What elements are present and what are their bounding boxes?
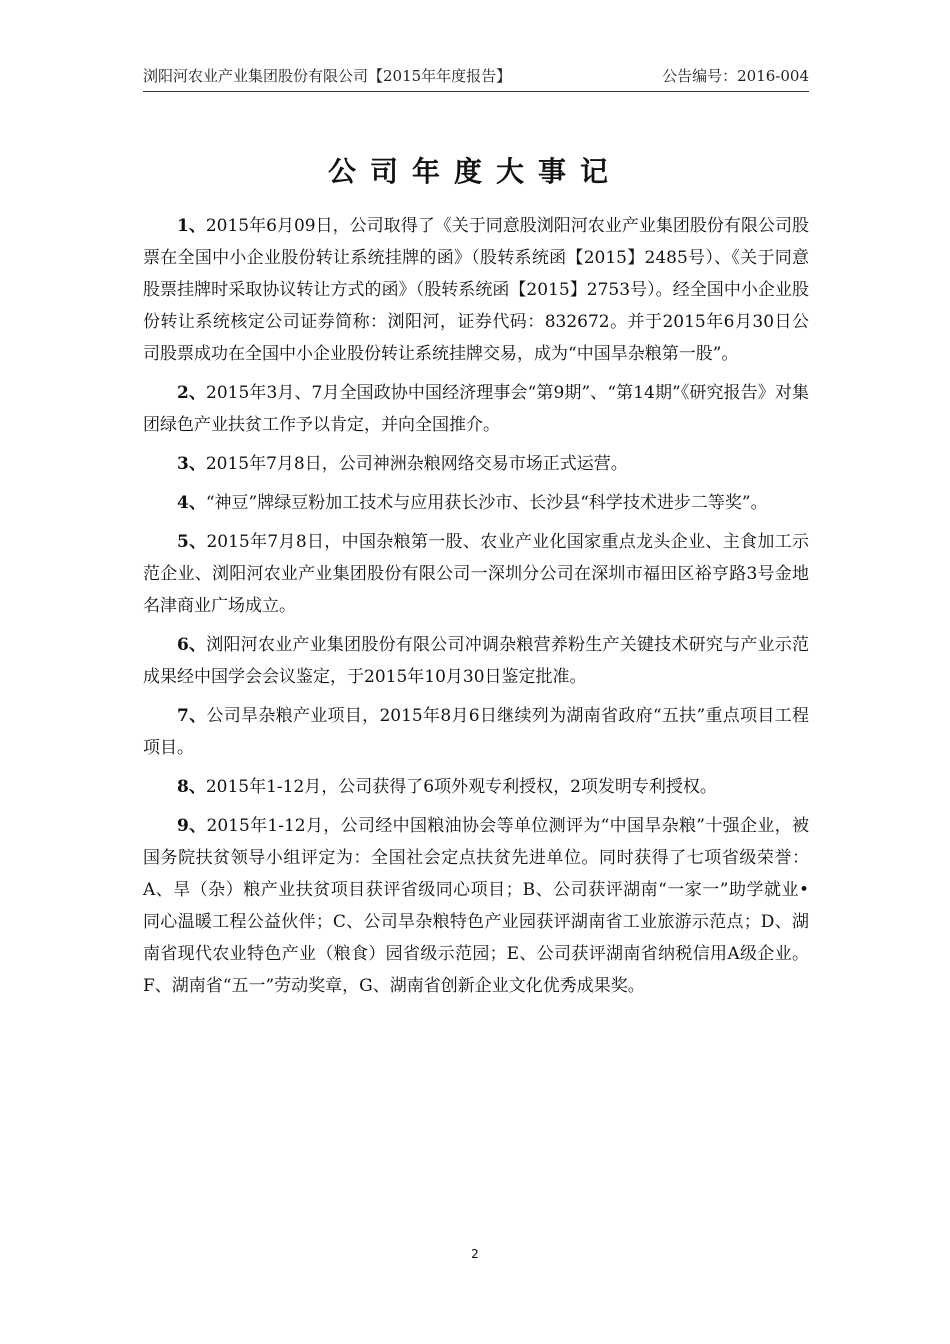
event-text: 浏阳河农业产业集团股份有限公司冲调杂粮营养粉生产关键技术研究与产业示范成果经中国学会会议鉴定，于2015年10月30日鉴定批准。	[143, 635, 809, 687]
event-text: 2015年3月、7月全国政协中国经济理事会“第9期”、“第14期”《研究报告》对集团绿色产业扶贫工作予以肯定，并向全国推介。	[143, 383, 809, 435]
event-number: 6、	[177, 635, 207, 655]
event-text: 2015年7月8日，公司神洲杂粮网络交易市场正式运营。	[205, 454, 628, 474]
event-item	[143, 377, 809, 441]
event-number: 4、	[177, 493, 206, 513]
event-item	[143, 810, 809, 1002]
header-report-title: 浏阳河农业产业集团股份有限公司【2015年年度报告】	[143, 67, 512, 85]
event-number: 7、	[177, 706, 207, 726]
event-item	[143, 448, 809, 480]
event-item	[143, 771, 809, 803]
event-text: 公司旱杂粮产业项目，2015年8月6日继续列为湖南省政府“五扶”重点项目工程项目。	[143, 706, 809, 758]
page-header	[143, 66, 809, 92]
event-text: 2015年7月8日，中国杂粮第一股、农业产业化国家重点龙头企业、主食加工示范企业、浏阳河农业产业集团股份有限公司一深圳分公司在深圳市福田区裕亨路3号金地名津商业广场成立。	[143, 532, 809, 616]
event-item	[143, 526, 809, 622]
event-text: 2015年1-12月，公司经中国粮油协会等单位测评为“中国旱杂粮”十强企业，被国务院扶贫领导小组评定为：全国社会定点扶贫先进单位。同时获得了七项省级荣誉：A、旱（杂）粮产业扶贫项目获评省级同心项目；B、公司获评湖南“一家一”助学就业• 同心温暖工程公益伙伴；C、公司旱杂粮特色产业园获评湖南省工业旅游示范点；D、湖南省现代农业特色产业（粮食）园省级示范园；E、公司获评湖南省纳税信用A级企业。F、湖南省“五一”劳动奖章，G、湖南省创新企业文化优秀成果奖。	[143, 816, 809, 996]
header-announcement-number: 公告编号：2016-004	[662, 67, 809, 85]
event-number: 2、	[177, 383, 207, 403]
page-number: 2	[471, 1247, 479, 1261]
event-text: “神豆”牌绿豆粉加工技术与应用获长沙市、长沙县“科学技术进步二等奖”。	[205, 493, 768, 513]
event-item	[143, 700, 809, 764]
event-text: 2015年1-12月，公司获得了6项外观专利授权，2项发明专利授权。	[205, 777, 717, 797]
event-item	[143, 210, 809, 370]
page-title: 公司年度大事记	[327, 155, 622, 188]
event-number: 1、	[177, 216, 206, 236]
events-list	[143, 210, 809, 1009]
event-number: 3、	[177, 454, 206, 474]
event-number: 5、	[177, 532, 207, 552]
event-text: 2015年6月09日，公司取得了《关于同意股浏阳河农业产业集团股份有限公司股票在全国中小企业股份转让系统挂牌的函》（股转系统函【2015】2485号）、《关于同意股票挂牌时采取协议转让方式的函》（股转系统函【2015】2753号）。经全国中小企业股份转让系统核定公司证券简称：浏阳河，证券代码：832672。并于2015年6月30日公司股票成功在全国中小企业股份转让系统挂牌交易，成为“中国旱杂粮第一股”。	[143, 216, 809, 364]
event-number: 9、	[177, 816, 207, 836]
event-number: 8、	[177, 777, 206, 797]
event-item	[143, 629, 809, 693]
event-item	[143, 487, 809, 519]
